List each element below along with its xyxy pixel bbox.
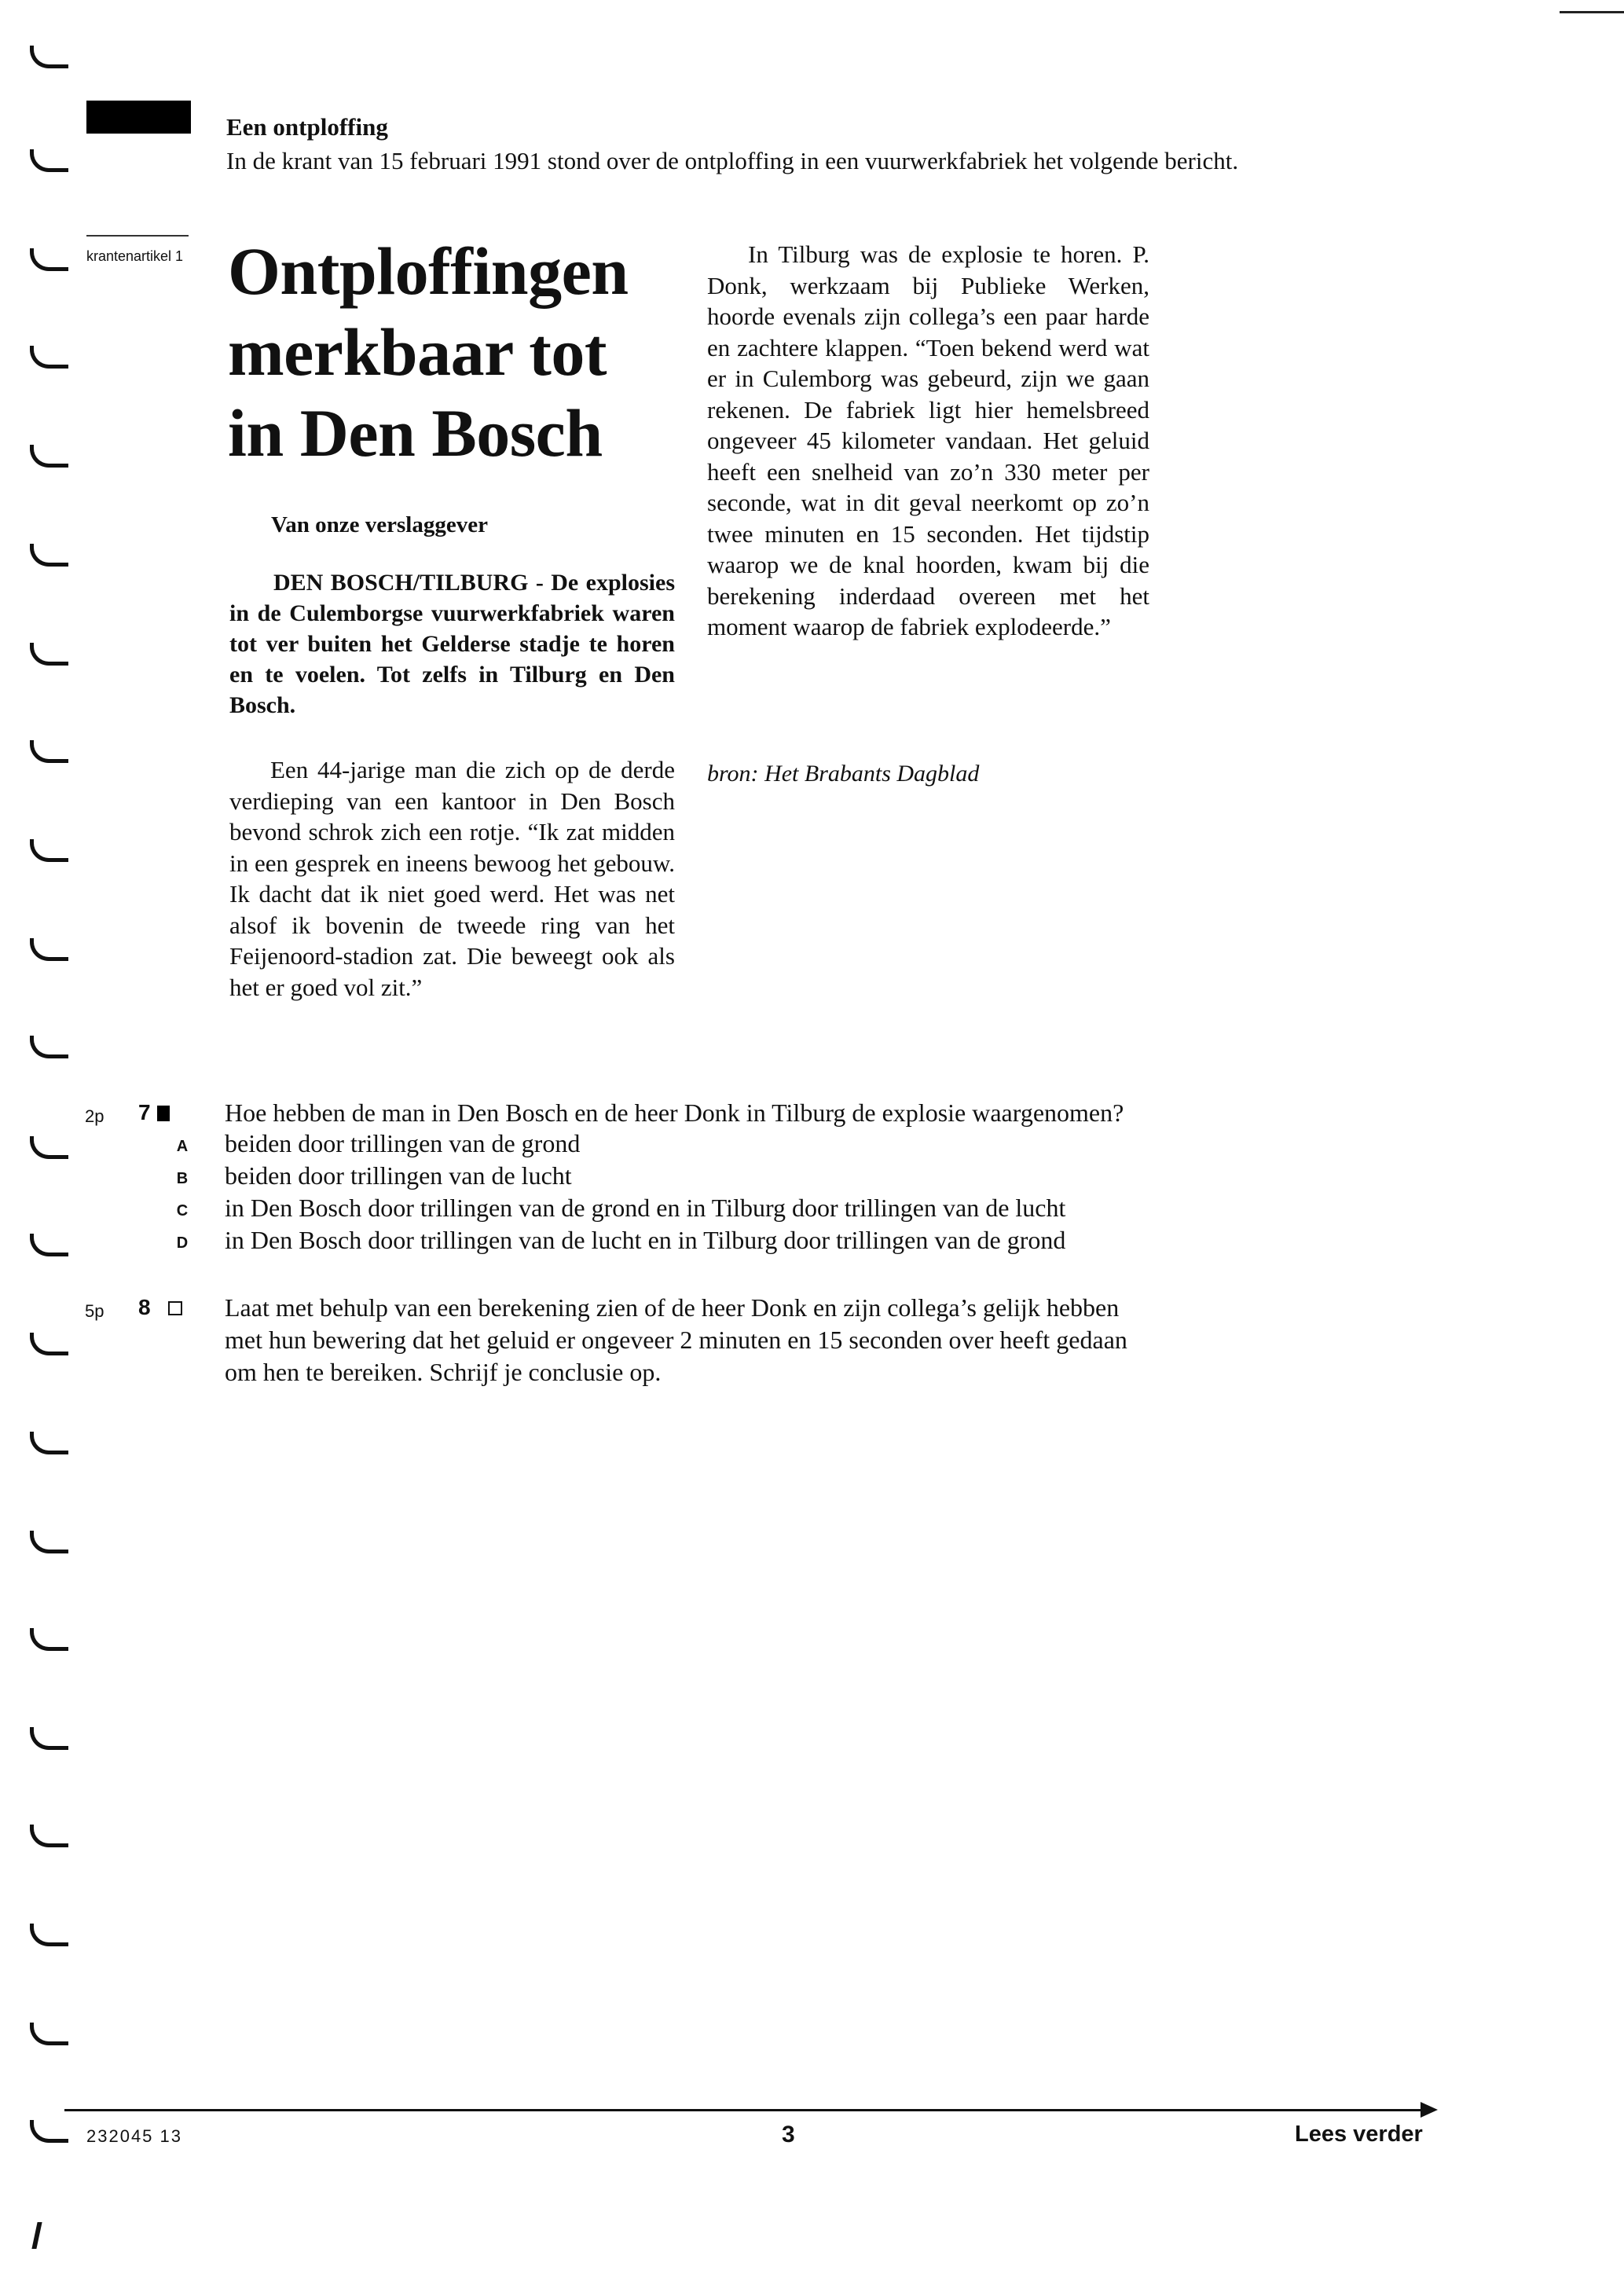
option-letter: B xyxy=(176,1170,189,1187)
binding-hook xyxy=(30,1234,68,1256)
option-text[interactable]: beiden door trillingen van de lucht xyxy=(225,1161,572,1190)
binding-hook xyxy=(30,740,68,763)
question-line: om hen te bereiken. Schrijf je conclusie op. xyxy=(225,1358,662,1386)
article-headline xyxy=(228,231,699,474)
binding-hook xyxy=(30,2120,68,2143)
binding-hook xyxy=(30,839,68,862)
option-text[interactable]: in Den Bosch door trillingen van de lucht en in Tilburg door trillingen van de grond xyxy=(225,1226,1066,1254)
article-source: bron: Het Brabants Dagblad xyxy=(707,761,980,787)
binding-hook xyxy=(30,1628,68,1651)
article-lead xyxy=(229,567,675,721)
binding-hook xyxy=(30,938,68,961)
margin-label: krantenartikel 1 xyxy=(86,248,184,264)
option-text[interactable]: beiden door trillingen van de grond xyxy=(225,1129,581,1157)
binding-hook xyxy=(30,1727,68,1750)
binding-hook xyxy=(30,248,68,271)
binding-hook xyxy=(30,1036,68,1058)
lead-text: DEN BOSCH/TILBURG - De explosies in de Culemborgse vuurwerkfabriek waren tot ver buiten het Gelderse stadje te horen en te voelen. Tot zelfs in Tilburg en Den Bosch. xyxy=(229,570,675,718)
answer-marker-filled xyxy=(157,1106,170,1121)
headline-line: merkbaar tot xyxy=(228,314,607,390)
article-paragraph-1: Een 44-jarige man die zich op de derde verdieping van een kantoor in Den Bosch bevond schrok zich een rotje. “Ik zat midden in een gesprek en ineens bewoog het gebouw. Ik dacht dat ik niet goed werd. Het was net alsof ik bovenin de tweede ring van het Feijenoord-stadion zat. Die beweegt ook als het er goed vol zit.” xyxy=(229,756,675,1001)
binding-hook xyxy=(30,46,68,68)
binding-hook xyxy=(30,544,68,567)
question-points: 2p xyxy=(85,1106,104,1126)
binding-hook xyxy=(30,346,68,369)
binding-hook xyxy=(30,1531,68,1553)
option-letter: A xyxy=(176,1138,189,1155)
margin-label-rule xyxy=(86,235,189,237)
option-letter: C xyxy=(176,1202,189,1220)
question-text xyxy=(225,1292,1325,1388)
headline-line: in Den Bosch xyxy=(228,395,603,471)
footer-rule xyxy=(64,2109,1425,2111)
binding-hook xyxy=(30,1825,68,1847)
answer-marker-empty xyxy=(168,1301,182,1315)
article-paragraph-2: In Tilburg was de explosie te horen. P. Donk, werkzaam bij Publieke Werken, hoorde evenals zijn collega’s een paar harde en zachtere klappen. “Toen bekend werd wat er in Culemborg was gebeurd, zijn we gaan rekenen. De fabriek ligt hier hemelsbreed ongeveer 45 kilometer vandaan. Het geluid heeft een snelheid van zo’n 330 meter per seconde, wat in dit geval neerkomt op zo’n twee minuten en 15 seconden. Het tijdstip waarop we de knal hoorden, kwam bij die berekening inderdaad overeen met het moment waarop de fabriek explodeerde.” xyxy=(707,240,1149,640)
exam-code: 232045 13 xyxy=(86,2126,182,2146)
question-number: 8 xyxy=(138,1295,151,1319)
question-points: 5p xyxy=(85,1301,104,1321)
arrow-right-icon xyxy=(1421,2102,1438,2118)
binding-hook xyxy=(30,1136,68,1159)
article-byline: Van onze verslaggever xyxy=(271,512,488,537)
question-line: met hun bewering dat het geluid er ongeveer 2 minuten en 15 seconden over heeft gedaan xyxy=(225,1326,1127,1354)
option-letter: D xyxy=(176,1234,189,1252)
option-text[interactable]: in Den Bosch door trillingen van de grond en in Tilburg door trillingen van de lucht xyxy=(225,1194,1066,1222)
binding-hook xyxy=(30,1333,68,1355)
binding-hook xyxy=(30,1924,68,1946)
binding-hook xyxy=(30,149,68,172)
headline-line: Ontploffingen xyxy=(228,233,629,309)
section-marker-block xyxy=(86,101,191,134)
corner-mark xyxy=(1560,11,1624,13)
margin-tick xyxy=(31,2222,42,2249)
intro-text: In de krant van 15 februari 1991 stond over de ontploffing in een vuurwerkfabriek het volgende bericht. xyxy=(226,147,1239,174)
binding-hook xyxy=(30,2023,68,2045)
question-number: 7 xyxy=(138,1100,151,1124)
continue-label: Lees verder xyxy=(1295,2122,1423,2147)
binding-hook xyxy=(30,643,68,666)
binding-hook xyxy=(30,445,68,468)
question-line: Laat met behulp van een berekening zien of de heer Donk en zijn collega’s gelijk hebben xyxy=(225,1293,1120,1322)
intro-title: Een ontploffing xyxy=(226,113,388,141)
page-number: 3 xyxy=(782,2122,795,2147)
binding-hook xyxy=(30,1432,68,1454)
question-text: Hoe hebben de man in Den Bosch en de heer Donk in Tilburg de explosie waargenomen? xyxy=(225,1098,1124,1127)
